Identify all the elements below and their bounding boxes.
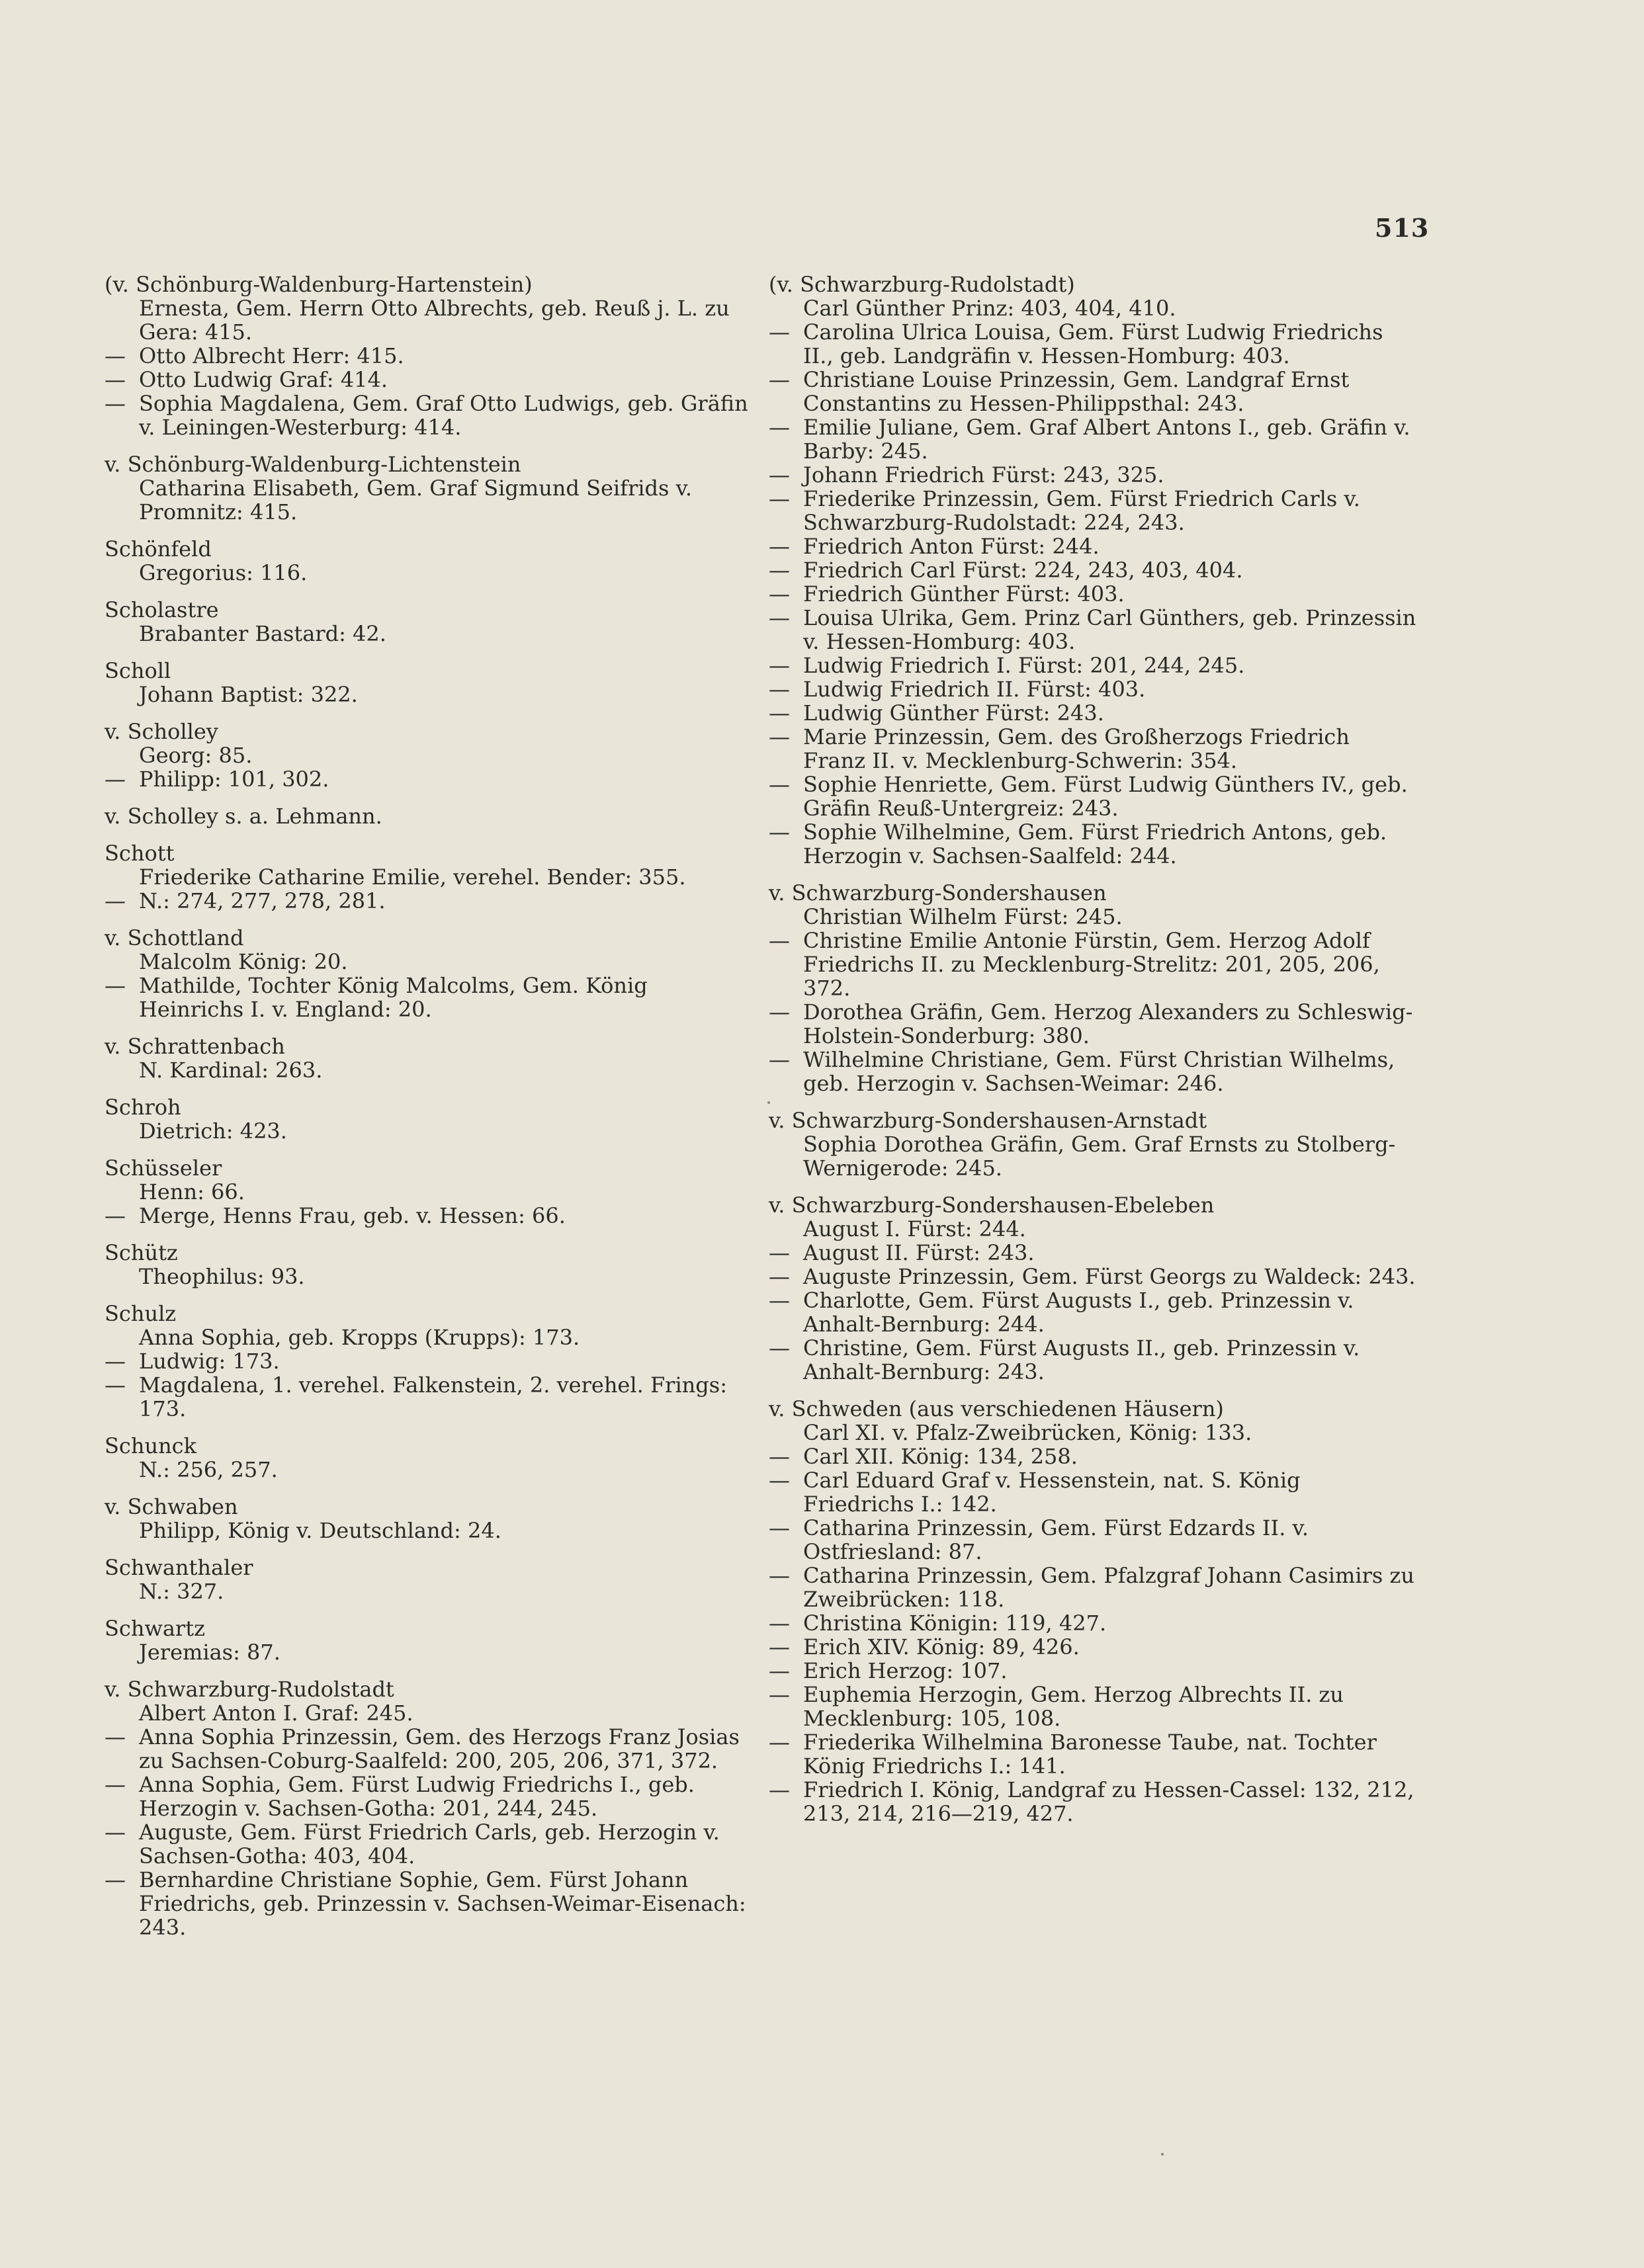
index-entry — [769, 1445, 1417, 1468]
index-group — [105, 1556, 753, 1603]
index-entry — [769, 1564, 1417, 1611]
entry-dash: — — [769, 724, 790, 749]
entry-text: Sophia Dorothea Gräfin, Gem. Graf Ernsts zu Stolberg-Wernigerode: 245. — [803, 1132, 1396, 1181]
entry-dash: — — [105, 1349, 126, 1374]
index-entry — [769, 1336, 1417, 1384]
index-heading: v. Schwarzburg-Sondershausen-Ebeleben — [769, 1193, 1215, 1218]
entry-text: Friederika Wilhelmina Baronesse Taube, nat. Tochter König Friedrichs I.: 141. — [803, 1730, 1377, 1779]
index-group — [105, 1617, 753, 1664]
entry-dash: — — [769, 1288, 790, 1313]
index-entry — [769, 1635, 1417, 1659]
entry-text: Marie Prinzessin, Gem. des Großherzogs Friedrich Franz II. v. Mecklenburg-Schwerin: 354. — [803, 724, 1350, 773]
entry-text: Erich XIV. König: 89, 426. — [803, 1634, 1080, 1659]
index-entry — [105, 1519, 753, 1542]
entry-text: Philipp: 101, 302. — [139, 767, 329, 792]
entry-dash: — — [769, 1515, 790, 1540]
index-entry — [769, 582, 1417, 606]
entry-text: Albert Anton I. Graf: 245. — [139, 1701, 413, 1726]
index-entry — [105, 974, 753, 1021]
entry-text: Carolina Ulrica Louisa, Gem. Fürst Ludwig Friedrichs II., geb. Landgräfin v. Hessen-Homburg: 403. — [803, 319, 1383, 368]
index-entry — [769, 701, 1417, 725]
entry-text: Euphemia Herzogin, Gem. Herzog Albrechts II. zu Mecklenburg: 105, 108. — [803, 1682, 1344, 1731]
entry-text: Carl Günther Prinz: 403, 404, 410. — [803, 296, 1176, 321]
index-group — [769, 273, 1417, 868]
index-heading: v. Schwarzburg-Sondershausen-Arnstadt — [769, 1108, 1207, 1133]
entry-text: Philipp, König v. Deutschland: 24. — [139, 1518, 501, 1543]
index-group — [105, 1495, 753, 1542]
index-heading: Scholl — [105, 658, 171, 683]
entry-text: Friederike Catharine Emilie, verehel. Bender: 355. — [139, 864, 686, 890]
index-entry — [105, 344, 753, 368]
entry-dash: — — [769, 367, 790, 392]
index-entry — [769, 725, 1417, 773]
index-group — [105, 841, 753, 913]
index-entry — [769, 1288, 1417, 1336]
entry-dash: — — [105, 1820, 126, 1845]
entry-text: Magdalena, 1. verehel. Falkenstein, 2. verehel. Frings: 173. — [139, 1372, 727, 1421]
entry-text: Malcolm König: 20. — [139, 949, 348, 974]
index-group — [769, 1397, 1417, 1826]
index-group — [105, 720, 753, 791]
entry-text: Bernhardine Christiane Sophie, Gem. Fürst Johann Friedrichs, geb. Prinzessin v. Sachsen-Weimar-Eisenach: 243. — [139, 1867, 746, 1940]
index-entry — [769, 415, 1417, 463]
entry-text: Wilhelmine Christiane, Gem. Fürst Christian Wilhelms, geb. Herzogin v. Sachsen-Weimar: 246. — [803, 1047, 1395, 1096]
index-group — [769, 1193, 1417, 1384]
entry-text: Otto Albrecht Herr: 415. — [139, 343, 404, 368]
index-entry — [769, 905, 1417, 929]
index-entry — [105, 1058, 753, 1082]
index-entry — [105, 1725, 753, 1773]
index-entry — [105, 1701, 753, 1725]
index-entry — [769, 320, 1417, 368]
index-entry — [769, 1468, 1417, 1516]
entry-text: Brabanter Bastard: 42. — [139, 621, 386, 646]
entry-dash: — — [769, 700, 790, 726]
index-entry — [769, 1132, 1417, 1180]
entry-dash: — — [769, 999, 790, 1025]
entry-dash: — — [769, 1658, 790, 1683]
index-entry — [769, 653, 1417, 677]
index-entry — [769, 558, 1417, 582]
entry-text: Anna Sophia, Gem. Fürst Ludwig Friedrichs I., geb. Herzogin v. Sachsen-Gotha: 201, 244, 245. — [139, 1772, 695, 1821]
index-group — [105, 452, 753, 524]
entry-text: Friederike Prinzessin, Gem. Fürst Friedrich Carls v. Schwarzburg-Rudolstadt: 224, 243. — [803, 486, 1360, 535]
index-heading: Schunck — [105, 1433, 196, 1458]
entry-text: Anna Sophia, geb. Kropps (Krupps): 173. — [139, 1325, 580, 1350]
entry-text: Catharina Prinzessin, Gem. Fürst Edzards II. v. Ostfriesland: 87. — [803, 1515, 1309, 1564]
entry-text: Friedrich Anton Fürst: 244. — [803, 534, 1100, 559]
right-column — [769, 273, 1417, 1839]
entry-dash: — — [105, 1203, 126, 1228]
entry-text: Carl XI. v. Pfalz-Zweibrücken, König: 133. — [803, 1420, 1252, 1445]
index-entry — [769, 368, 1417, 415]
index-entry — [105, 1180, 753, 1204]
index-entry — [769, 1659, 1417, 1683]
entry-text: Christine, Gem. Fürst Augusts II., geb. Prinzessin v. Anhalt-Bernburg: 243. — [803, 1335, 1360, 1384]
index-heading: Schwartz — [105, 1616, 205, 1641]
index-group — [105, 1302, 753, 1421]
index-heading: Schott — [105, 841, 175, 866]
index-group — [105, 1241, 753, 1288]
entry-text: August I. Fürst: 244. — [803, 1216, 1026, 1241]
entry-text: Georg: 85. — [139, 743, 253, 768]
entry-dash: — — [105, 343, 126, 368]
index-entry — [105, 1773, 753, 1820]
entry-text: Jeremias: 87. — [139, 1640, 281, 1665]
entry-text: Ludwig: 173. — [139, 1349, 280, 1374]
speck-mark — [1161, 2153, 1164, 2156]
entry-text: Dietrich: 423. — [139, 1118, 287, 1144]
index-entry — [105, 1204, 753, 1228]
entry-dash: — — [769, 462, 790, 487]
entry-dash: — — [769, 319, 790, 345]
entry-text: Carl Eduard Graf v. Hessenstein, nat. S. König Friedrichs I.: 142. — [803, 1468, 1301, 1517]
index-entry — [105, 1820, 753, 1868]
entry-dash: — — [105, 1724, 126, 1749]
entry-dash: — — [769, 605, 790, 630]
entry-dash: — — [769, 1240, 790, 1265]
index-entry — [105, 368, 753, 392]
entry-dash: — — [105, 391, 126, 416]
index-heading: v. Schottland — [105, 925, 244, 950]
index-heading: v. Schrattenbach — [105, 1034, 285, 1059]
entry-text: Carl XII. König: 134, 258. — [803, 1444, 1078, 1469]
entry-text: Charlotte, Gem. Fürst Augusts I., geb. Prinzessin v. Anhalt-Bernburg: 244. — [803, 1288, 1354, 1337]
speck-mark — [767, 1101, 770, 1104]
entry-dash: — — [105, 1372, 126, 1398]
index-entry — [769, 929, 1417, 1000]
index-entry — [769, 606, 1417, 653]
index-entry — [769, 820, 1417, 868]
index-heading: v. Schwarzburg-Rudolstadt — [105, 1677, 394, 1702]
entry-text: Merge, Henns Frau, geb. v. Hessen: 66. — [139, 1203, 566, 1228]
entry-text: Friedrich Carl Fürst: 224, 243, 403, 404. — [803, 558, 1243, 583]
index-heading: Schulz — [105, 1301, 177, 1326]
entry-text: Ludwig Friedrich II. Fürst: 403. — [803, 677, 1146, 702]
entry-dash: — — [769, 1777, 790, 1802]
index-entry — [105, 767, 753, 791]
index-heading: v. Scholley s. a. Lehmann. — [105, 804, 382, 829]
entry-dash: — — [769, 653, 790, 678]
entry-dash: — — [769, 486, 790, 511]
entry-dash: — — [769, 772, 790, 797]
entry-dash: — — [105, 1867, 126, 1892]
entry-text: Ludwig Friedrich I. Fürst: 201, 244, 245. — [803, 653, 1245, 678]
entry-dash: — — [769, 558, 790, 583]
index-entry — [769, 1048, 1417, 1095]
index-entry — [105, 392, 753, 439]
index-group — [105, 1156, 753, 1228]
entry-text: Dorothea Gräfin, Gem. Herzog Alexanders zu Schleswig-Holstein-Sonderburg: 380. — [803, 999, 1413, 1048]
entry-dash: — — [769, 1047, 790, 1072]
entry-text: Sophia Magdalena, Gem. Graf Otto Ludwigs, geb. Gräfin v. Leiningen-Westerburg: 414. — [139, 391, 748, 440]
entry-text: Christiane Louise Prinzessin, Gem. Landgraf Ernst Constantins zu Hessen-Philippsthal: 243. — [803, 367, 1350, 416]
entry-dash: — — [769, 1611, 790, 1636]
index-entry — [105, 1579, 753, 1603]
index-group — [105, 598, 753, 646]
index-entry — [769, 463, 1417, 487]
entry-text: Catharina Elisabeth, Gem. Graf Sigmund Seifrids v. Promnitz: 415. — [139, 476, 693, 525]
index-group — [105, 1034, 753, 1082]
index-entry — [769, 1730, 1417, 1778]
entry-text: Christine Emilie Antonie Fürstin, Gem. Herzog Adolf Friedrichs II. zu Mecklenburg-Strelitz: 201, 205, 206, 372. — [803, 928, 1380, 1001]
index-entry — [105, 743, 753, 767]
index-group — [105, 926, 753, 1021]
entry-text: Henn: 66. — [139, 1179, 245, 1204]
index-heading: Schönfeld — [105, 536, 212, 562]
index-heading: v. Schönburg-Waldenburg-Lichtenstein — [105, 452, 521, 477]
index-entry — [105, 683, 753, 706]
entry-dash: — — [769, 819, 790, 845]
index-entry — [105, 950, 753, 974]
index-entry — [105, 1119, 753, 1143]
entry-dash: — — [769, 928, 790, 953]
entry-text: Johann Friedrich Fürst: 243, 325. — [803, 462, 1164, 487]
index-entry — [769, 534, 1417, 558]
index-entry — [769, 1241, 1417, 1265]
index-entry — [105, 889, 753, 913]
index-heading: v. Schweden (aus verschiedenen Häusern) — [769, 1396, 1224, 1421]
index-heading: v. Schwaben — [105, 1494, 238, 1519]
entry-text: Catharina Prinzessin, Gem. Pfalzgraf Johann Casimirs zu Zweibrücken: 118. — [803, 1563, 1414, 1612]
index-heading: (v. Schwarzburg-Rudolstadt) — [769, 272, 1075, 297]
index-heading: Schroh — [105, 1095, 181, 1120]
index-entry — [769, 1683, 1417, 1730]
entry-text: Ludwig Günther Fürst: 243. — [803, 700, 1104, 726]
entry-text: N.: 256, 257. — [139, 1457, 278, 1482]
index-entry — [105, 1265, 753, 1288]
entry-text: N. Kardinal: 263. — [139, 1058, 323, 1083]
index-heading: Schwanthaler — [105, 1555, 253, 1580]
index-group — [105, 273, 753, 439]
entry-dash: — — [769, 1730, 790, 1755]
index-entry — [769, 1421, 1417, 1445]
entry-text: Friedrich I. König, Landgraf zu Hessen-Cassel: 132, 212, 213, 214, 216—219, 427. — [803, 1777, 1414, 1826]
entry-text: Gregorius: 116. — [139, 560, 308, 585]
entry-text: Sophie Wilhelmine, Gem. Fürst Friedrich Antons, geb. Herzogin v. Sachsen-Saalfeld: 244. — [803, 819, 1387, 868]
index-heading: v. Scholley — [105, 719, 218, 744]
index-heading: v. Schwarzburg-Sondershausen — [769, 880, 1107, 905]
index-group — [105, 1677, 753, 1939]
index-entry — [105, 561, 753, 585]
index-heading: Schütz — [105, 1240, 178, 1265]
index-entry — [769, 1265, 1417, 1288]
index-entry — [105, 1373, 753, 1421]
entry-dash: — — [105, 1772, 126, 1797]
index-entry — [105, 1458, 753, 1482]
entry-dash: — — [769, 534, 790, 559]
index-group — [769, 1109, 1417, 1180]
entry-text: August II. Fürst: 243. — [803, 1240, 1035, 1265]
entry-dash: — — [769, 677, 790, 702]
index-entry — [105, 1349, 753, 1373]
entry-text: Otto Ludwig Graf: 414. — [139, 367, 388, 392]
index-entry — [769, 1217, 1417, 1241]
index-heading: (v. Schönburg-Waldenburg-Hartenstein) — [105, 272, 533, 297]
entry-text: Emilie Juliane, Gem. Graf Albert Antons I., geb. Gräfin v. Barby: 245. — [803, 415, 1410, 464]
entry-text: Friedrich Günther Fürst: 403. — [803, 581, 1125, 607]
index-heading: Schüsseler — [105, 1155, 222, 1181]
index-entry — [105, 1325, 753, 1349]
index-entry — [769, 1778, 1417, 1826]
entry-text: Auguste, Gem. Fürst Friedrich Carls, geb. Herzogin v. Sachsen-Gotha: 403, 404. — [139, 1820, 720, 1869]
entry-dash: — — [769, 1468, 790, 1493]
index-entry — [769, 1611, 1417, 1635]
entry-dash: — — [769, 1264, 790, 1289]
entry-text: Theophilus: 93. — [139, 1264, 305, 1289]
index-entry — [105, 865, 753, 889]
entry-dash: — — [769, 1682, 790, 1707]
entry-text: Erich Herzog: 107. — [803, 1658, 1008, 1683]
entry-text: Christina Königin: 119, 427. — [803, 1611, 1107, 1636]
index-group — [769, 881, 1417, 1095]
index-entry — [105, 296, 753, 344]
index-entry — [105, 476, 753, 524]
index-entry — [769, 773, 1417, 820]
entry-dash: — — [105, 367, 126, 392]
entry-text: Louisa Ulrika, Gem. Prinz Carl Günthers, geb. Prinzessin v. Hessen-Homburg: 403. — [803, 605, 1416, 654]
page-number: 513 — [1375, 213, 1430, 243]
entry-dash: — — [769, 581, 790, 607]
entry-dash: — — [769, 1444, 790, 1469]
entry-dash: — — [105, 973, 126, 998]
entry-text: Johann Baptist: 322. — [139, 682, 358, 707]
index-group — [105, 804, 753, 828]
index-entry — [769, 1516, 1417, 1564]
index-entry — [769, 1000, 1417, 1048]
index-entry — [105, 1640, 753, 1664]
entry-text: Sophie Henriette, Gem. Fürst Ludwig Günthers IV., geb. Gräfin Reuß-Untergreiz: 243. — [803, 772, 1408, 821]
index-group — [105, 1095, 753, 1143]
entry-text: Christian Wilhelm Fürst: 245. — [803, 904, 1123, 929]
entry-dash: — — [769, 415, 790, 440]
entry-text: N.: 274, 277, 278, 281. — [139, 888, 386, 913]
entry-dash: — — [105, 767, 126, 792]
index-group — [105, 1434, 753, 1482]
left-column — [105, 273, 753, 1953]
index-entry — [769, 296, 1417, 320]
entry-text: Anna Sophia Prinzessin, Gem. des Herzogs Franz Josias zu Sachsen-Coburg-Saalfeld: 200, 205, 206, 371, 372. — [139, 1724, 740, 1773]
index-group — [105, 537, 753, 585]
index-heading: Scholastre — [105, 597, 219, 622]
index-entry — [769, 677, 1417, 701]
entry-dash: — — [769, 1335, 790, 1361]
entry-dash: — — [769, 1563, 790, 1588]
entry-dash: — — [105, 888, 126, 913]
entry-text: N.: 327. — [139, 1579, 224, 1604]
entry-text: Mathilde, Tochter König Malcolms, Gem. König Heinrichs I. v. England: 20. — [139, 973, 648, 1022]
index-entry — [105, 622, 753, 646]
index-group — [105, 659, 753, 706]
index-entry — [105, 1868, 753, 1939]
entry-text: Auguste Prinzessin, Gem. Fürst Georgs zu Waldeck: 243. — [803, 1264, 1416, 1289]
entry-dash: — — [769, 1634, 790, 1659]
index-entry — [769, 487, 1417, 534]
entry-text: Ernesta, Gem. Herrn Otto Albrechts, geb. Reuß j. L. zu Gera: 415. — [139, 296, 730, 345]
